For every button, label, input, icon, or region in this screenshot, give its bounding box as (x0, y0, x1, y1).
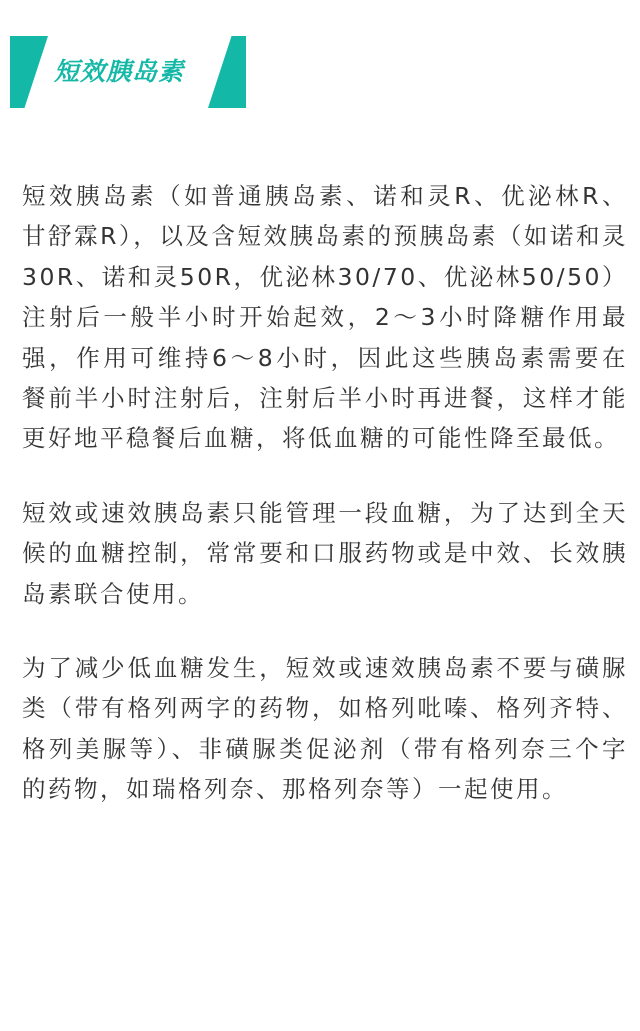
article-body (22, 176, 628, 844)
header-right-accent-bar (208, 36, 246, 108)
section-title: 短效胰岛素 (54, 57, 185, 86)
section-header (10, 36, 246, 108)
paragraph-onset-timing: 短效胰岛素（如普通胰岛素、诺和灵R、优泌林R、甘舒霖R），以及含短效胰岛素的预胰岛素（如诺和灵30R、诺和灵50R，优泌林30/70、优泌林50/50）注射后一般半小时开始起效，2～3小时降糖作用最强，作用可维持6～8小时，因此这些胰岛素需要在餐前半小时注射后，注射后半小时再进餐，这样才能更好地平稳餐后血糖，将低血糖的可能性降至最低。 (22, 182, 628, 453)
paragraph-hypoglycemia-warning: 为了减少低血糖发生，短效或速效胰岛素不要与磺脲类（带有格列两字的药物，如格列吡嗪、格列齐特、格列美脲等）、非磺脲类促泌剂（带有格列奈三个字的药物，如瑞格列奈、那格列奈等）一起使用。 (22, 654, 628, 804)
paragraph-combination-use: 短效或速效胰岛素只能管理一段血糖，为了达到全天候的血糖控制，常常要和口服药物或是中效、长效胰岛素联合使用。 (22, 498, 628, 608)
header-left-accent-bar (10, 36, 48, 108)
